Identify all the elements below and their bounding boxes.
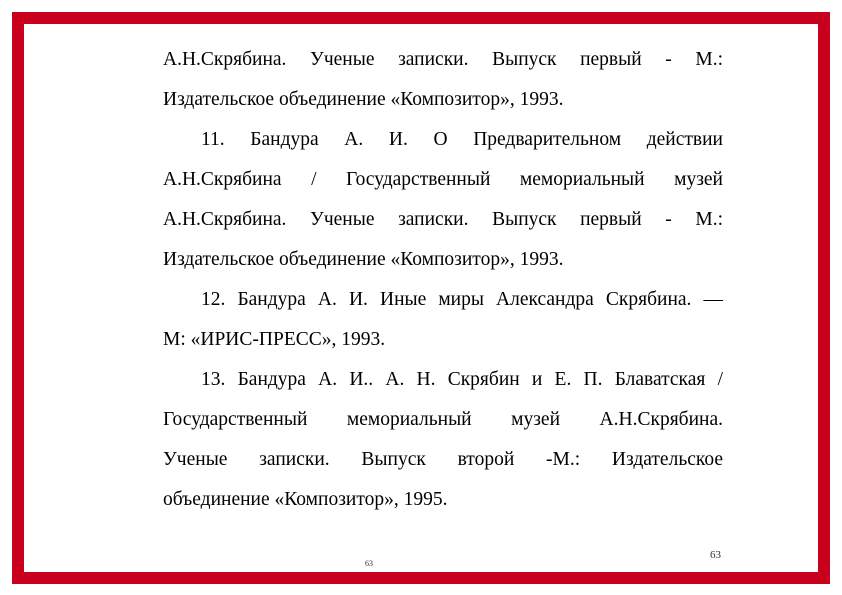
text-line: Издательское объединение «Композитор», 1993. (163, 249, 564, 270)
text-line: Издательское объединение «Композитор», 1993. (163, 89, 564, 110)
text-line: 13. Бандура А. И.. А. Н. Скрябин и Е. П. Блаватская / (201, 369, 723, 390)
text-line: 12. Бандура А. И. Иные миры Александра Скрябина. — (201, 289, 723, 310)
page-number-center: 63 (365, 559, 373, 568)
text-line: М: «ИРИС-ПРЕСС», 1993. (163, 329, 386, 350)
text-line: А.Н.Скрябина / Государственный мемориальный музей (163, 169, 723, 190)
page-number-right: 63 (710, 549, 721, 561)
entry-12 (163, 280, 723, 360)
document-page (163, 40, 723, 520)
entry-continuation (163, 40, 723, 120)
text-line: Государственный мемориальный музей А.Н.Скрябина. (163, 409, 723, 430)
entry-13 (163, 360, 723, 520)
text-line: А.Н.Скрябина. Ученые записки. Выпуск первый - М.: (163, 209, 723, 230)
text-line: 11. Бандура А. И. О Предварительном действии (201, 129, 723, 150)
text-line: объединение «Композитор», 1995. (163, 489, 448, 510)
text-line: Ученые записки. Выпуск второй -М.: Издательское (163, 449, 723, 470)
entry-11 (163, 120, 723, 280)
text-line: А.Н.Скрябина. Ученые записки. Выпуск первый - М.: (163, 49, 723, 70)
